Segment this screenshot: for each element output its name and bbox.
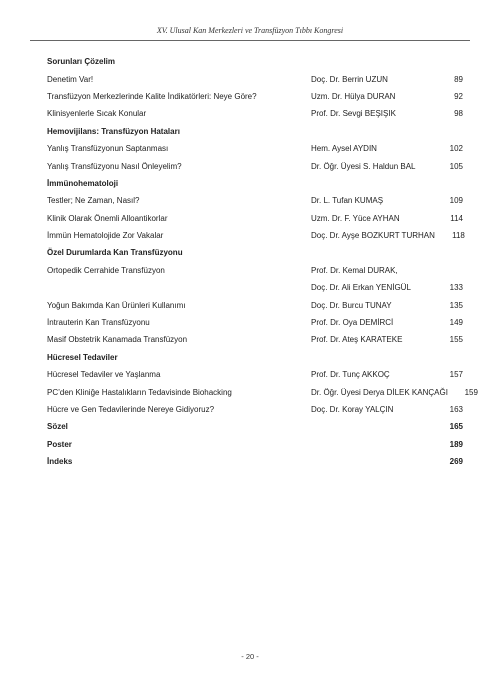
toc-entry (47, 383, 478, 400)
running-header: XV. Ulusal Kan Merkezleri ve Transfüzyon Tıbbı Kongresi (156, 26, 344, 35)
entry-page-number: 165 (449, 422, 463, 432)
entry-author: Prof. Dr. Oya DEMİRCİ (311, 318, 394, 328)
toc-entry (47, 192, 463, 209)
entry-page-number: 149 (449, 318, 463, 328)
toc-section-heading (47, 175, 463, 192)
entry-page-number: 159 (464, 387, 478, 397)
toc-entry (47, 70, 463, 87)
entry-author: Doç. Dr. Ayşe BOZKURT TURHAN (311, 231, 435, 241)
entry-page-number: 114 (450, 213, 463, 223)
entry-page-number: 163 (449, 405, 463, 414)
toc-main-entry (47, 418, 463, 435)
table-of-contents (47, 53, 478, 470)
entry-page-number: 269 (449, 457, 463, 467)
toc-main-entry (47, 453, 463, 470)
toc-main-entry (47, 436, 463, 453)
toc-section-heading (47, 349, 463, 366)
entry-author: Prof. Dr. Ateş KARATEKE (311, 335, 403, 345)
toc-entry (47, 401, 463, 418)
entry-title: Sözel (47, 422, 68, 432)
header-rule (30, 40, 470, 41)
entry-title: Özel Durumlarda Kan Transfüzyonu (47, 248, 183, 258)
entry-title: Ortopedik Cerrahide Transfüzyon (47, 265, 165, 275)
toc-entry (47, 105, 463, 122)
entry-title: Klinik Olarak Önemli Alloantikorlar (47, 213, 168, 223)
entry-page-number: 155 (449, 335, 463, 345)
entry-title: Hücresel Tedaviler (47, 352, 118, 362)
entry-page-number: 189 (449, 439, 463, 449)
entry-author: Prof. Dr. Sevgi BEŞIŞIK (311, 109, 396, 119)
entry-author: Doç. Dr. Burcu TUNAY (311, 300, 392, 310)
toc-section-heading (47, 53, 463, 70)
toc-entry (47, 296, 463, 313)
entry-title: Yanlış Transfüzyonu Nasıl Önleyelim? (47, 161, 182, 171)
entry-page-number: 105 (449, 161, 463, 171)
page-number: - 20 - (241, 652, 259, 661)
entry-title: Transfüzyon Merkezlerinde Kalite İndikatörleri: Neye Göre? (47, 91, 257, 101)
entry-page-number: 98 (454, 109, 463, 119)
toc-entry (47, 140, 463, 157)
entry-title: Testler; Ne Zaman, Nasıl? (47, 196, 140, 206)
entry-author: Prof. Dr. Tunç AKKOÇ (311, 370, 390, 380)
entry-title: Klinisyenlerle Sıcak Konular (47, 109, 147, 119)
entry-author: Doç. Dr. Koray YALÇIN (311, 405, 394, 414)
entry-page-number: 157 (449, 370, 463, 380)
entry-title: İmmünohematoloji (47, 178, 119, 188)
entry-title: Denetim Var! (47, 74, 94, 84)
toc-section-heading (47, 244, 463, 261)
entry-page-number: 109 (449, 196, 463, 206)
entry-author: Doç. Dr. Berrin UZUN (311, 74, 388, 84)
entry-author: Dr. L. Tufan KUMAŞ (311, 196, 384, 206)
entry-title: Hücre ve Gen Tedavilerinde Nereye Gidiyoruz? (47, 405, 215, 414)
entry-page-number: 135 (449, 300, 463, 310)
toc-entry (47, 157, 463, 174)
entry-title: Hemovijilans: Transfüzyon Hataları (47, 126, 180, 136)
toc-entry (47, 279, 463, 296)
entry-page-number: 133 (449, 283, 463, 293)
entry-title: İntrauterin Kan Transfüzyonu (47, 318, 150, 328)
toc-entry (47, 262, 463, 279)
entry-author: Uzm. Dr. Hülya DURAN (311, 91, 396, 101)
toc-entry (47, 88, 463, 105)
toc-section-heading (47, 123, 463, 140)
entry-title: Yoğun Bakımda Kan Ürünleri Kullanımı (47, 300, 186, 310)
entry-author: Uzm. Dr. F. Yüce AYHAN (311, 213, 400, 223)
entry-title: İndeks (47, 457, 73, 467)
entry-title: Poster (47, 439, 72, 449)
entry-title: Sorunları Çözelim (47, 57, 116, 67)
entry-page-number: 118 (452, 231, 465, 241)
entry-author: Dr. Öğr. Üyesi S. Haldun BAL (311, 161, 416, 171)
toc-entry (47, 210, 463, 227)
entry-author: Hem. Aysel AYDIN (311, 144, 377, 154)
toc-entry (47, 227, 463, 244)
entry-title: Hücresel Tedaviler ve Yaşlanma (47, 370, 161, 380)
entry-page-number: 89 (454, 74, 463, 84)
entry-author: Prof. Dr. Kemal DURAK, (311, 265, 398, 275)
toc-entry (47, 314, 463, 331)
entry-author: Dr. Öğr. Üyesi Derya DİLEK KANÇAĞI (311, 387, 448, 397)
entry-title: Masif Obstetrik Kanamada Transfüzyon (47, 335, 188, 345)
toc-entry (47, 366, 463, 383)
entry-page-number: 92 (454, 91, 463, 101)
entry-author: Doç. Dr. Ali Erkan YENİGÜL (311, 283, 411, 293)
entry-title: Yanlış Transfüzyonun Saptanması (47, 144, 169, 154)
entry-page-number: 102 (449, 144, 463, 154)
entry-title: PC’den Kliniğe Hastalıkların Tedavisinde Biohacking (47, 387, 232, 397)
toc-entry (47, 331, 463, 348)
entry-title: İmmün Hematolojide Zor Vakalar (47, 231, 164, 241)
